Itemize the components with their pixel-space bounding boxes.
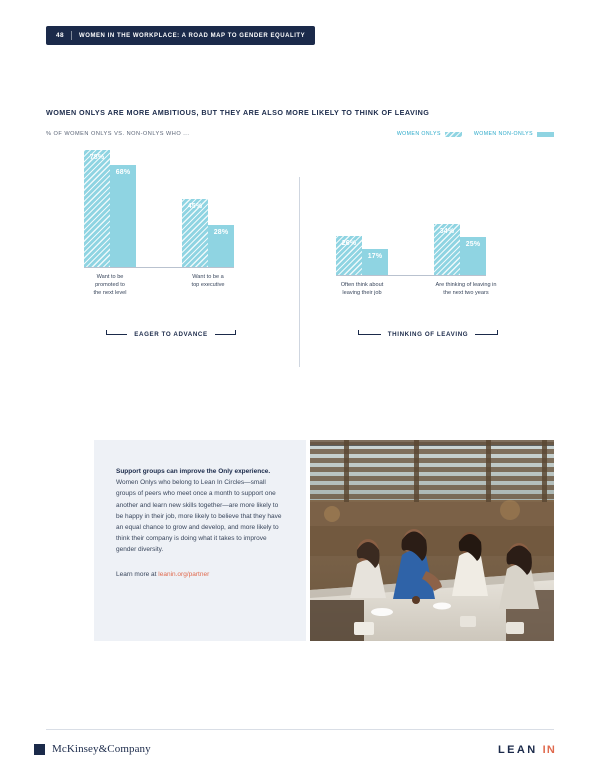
lean-in-word-lean: LEAN	[498, 744, 538, 756]
bar-value-non-onlys-leaving-two-years: 25%	[465, 240, 481, 248]
axis-line-group-2	[336, 275, 486, 276]
photo-illustration	[310, 440, 554, 641]
header-title: WOMEN IN THE WORKPLACE: A ROAD MAP TO GENDER EQUALITY	[79, 32, 306, 39]
chart-group-thinking-of-leaving	[336, 125, 498, 297]
bar-pairs-group-1	[84, 117, 234, 267]
bracket-eager-to-advance	[106, 331, 236, 338]
legend-label-women-non-onlys: WOMEN NON-ONLYS	[473, 131, 533, 137]
mckinsey-logo	[34, 743, 151, 755]
bar-value-non-onlys-top-executive: 28%	[213, 228, 229, 236]
legend-swatch-women-non-onlys	[537, 132, 554, 137]
axis-line-group-1	[84, 267, 234, 268]
category-label-often-think-leaving	[336, 281, 388, 297]
bar-non-onlys-often-think-leaving	[362, 249, 388, 275]
bar-pair-often-think-leaving	[336, 236, 388, 275]
mckinsey-mark-icon	[34, 744, 45, 755]
legend-label-women-onlys: WOMEN ONLYS	[396, 131, 441, 137]
category-label-promoted	[84, 273, 136, 297]
bar-onlys-promoted	[84, 150, 110, 267]
bar-non-onlys-promoted	[110, 165, 136, 267]
bar-value-non-onlys-often-think-leaving: 17%	[367, 252, 383, 260]
category-label-leaving-two-years-line1: Are thinking of leaving in	[435, 281, 497, 288]
category-label-top-executive	[182, 273, 234, 297]
bar-non-onlys-leaving-two-years	[460, 237, 486, 275]
lean-in-logo	[498, 744, 556, 756]
callout-learn-more-prefix: Learn more at	[116, 571, 159, 579]
category-label-top-executive-line1: Want to be a	[192, 273, 224, 280]
chart-group-eager-to-advance	[84, 117, 234, 297]
chart-title: WOMEN ONLYS ARE MORE AMBITIOUS, BUT THEY ARE ALSO MORE LIKELY TO THINK OF LEAVING	[46, 108, 430, 117]
group-divider	[299, 177, 300, 367]
page-number: 48	[56, 32, 65, 39]
bracket-label-leaving: THINKING OF LEAVING	[381, 331, 475, 338]
category-label-promoted-line1: Want to be promoted to	[95, 273, 125, 288]
bar-onlys-leaving-two-years	[434, 224, 460, 275]
mckinsey-wordmark: McKinsey&Company	[52, 743, 151, 755]
bracket-thinking-of-leaving	[358, 331, 498, 338]
category-label-leaving-two-years	[434, 281, 498, 297]
bar-onlys-top-executive	[182, 199, 208, 267]
bar-value-onlys-promoted: 78%	[89, 153, 105, 161]
bar-pair-top-executive	[182, 199, 234, 267]
callout-text: Women Onlys who belong to Lean In Circles—small groups of peers who meet once a month to support one another and learn new skills together—are more likely to be happy in their job, more likely to believe that they have an equal chance to grow and develop, and more likely to think their company is doing what it takes to improve gender diversity.	[116, 479, 282, 554]
category-labels-group-1	[84, 273, 234, 297]
bar-value-onlys-top-executive: 45%	[187, 202, 203, 210]
category-label-leaving-two-years-line2: the next two years	[443, 289, 489, 296]
lean-in-word-in: IN	[542, 744, 556, 756]
category-label-often-think-leaving-line2: leaving their job	[342, 289, 382, 296]
bar-onlys-often-think-leaving	[336, 236, 362, 275]
bar-non-onlys-top-executive	[208, 225, 234, 267]
photo-women-at-table	[310, 440, 554, 641]
bar-pair-promoted-next-level	[84, 150, 136, 267]
bar-value-onlys-often-think-leaving: 26%	[341, 239, 357, 247]
category-label-top-executive-line2: top executive	[191, 281, 225, 288]
chart-plot-area	[46, 145, 554, 375]
category-label-promoted-line2: the next level	[93, 289, 127, 296]
callout-learn-more	[116, 569, 284, 580]
footer-divider	[46, 729, 554, 730]
callout-body	[116, 466, 284, 555]
chart-subtitle: % OF WOMEN ONLYS VS. NON-ONLYS WHO ...	[46, 131, 190, 137]
bar-pair-leaving-two-years	[434, 224, 486, 275]
callout-link[interactable]: leanin.org/partner	[158, 571, 210, 579]
bar-pairs-group-2	[336, 125, 498, 275]
support-groups-callout	[94, 440, 306, 641]
category-labels-group-2	[336, 281, 498, 297]
category-label-often-think-leaving-line1: Often think about	[340, 281, 384, 288]
bar-value-non-onlys-promoted: 68%	[115, 168, 131, 176]
bracket-label-eager: EAGER TO ADVANCE	[127, 331, 214, 338]
header-divider	[71, 31, 72, 40]
callout-lead: Support groups can improve the Only experience.	[116, 468, 271, 475]
chart-section	[46, 108, 554, 375]
bar-value-onlys-leaving-two-years: 34%	[439, 227, 455, 235]
page-header-tab	[46, 26, 315, 45]
